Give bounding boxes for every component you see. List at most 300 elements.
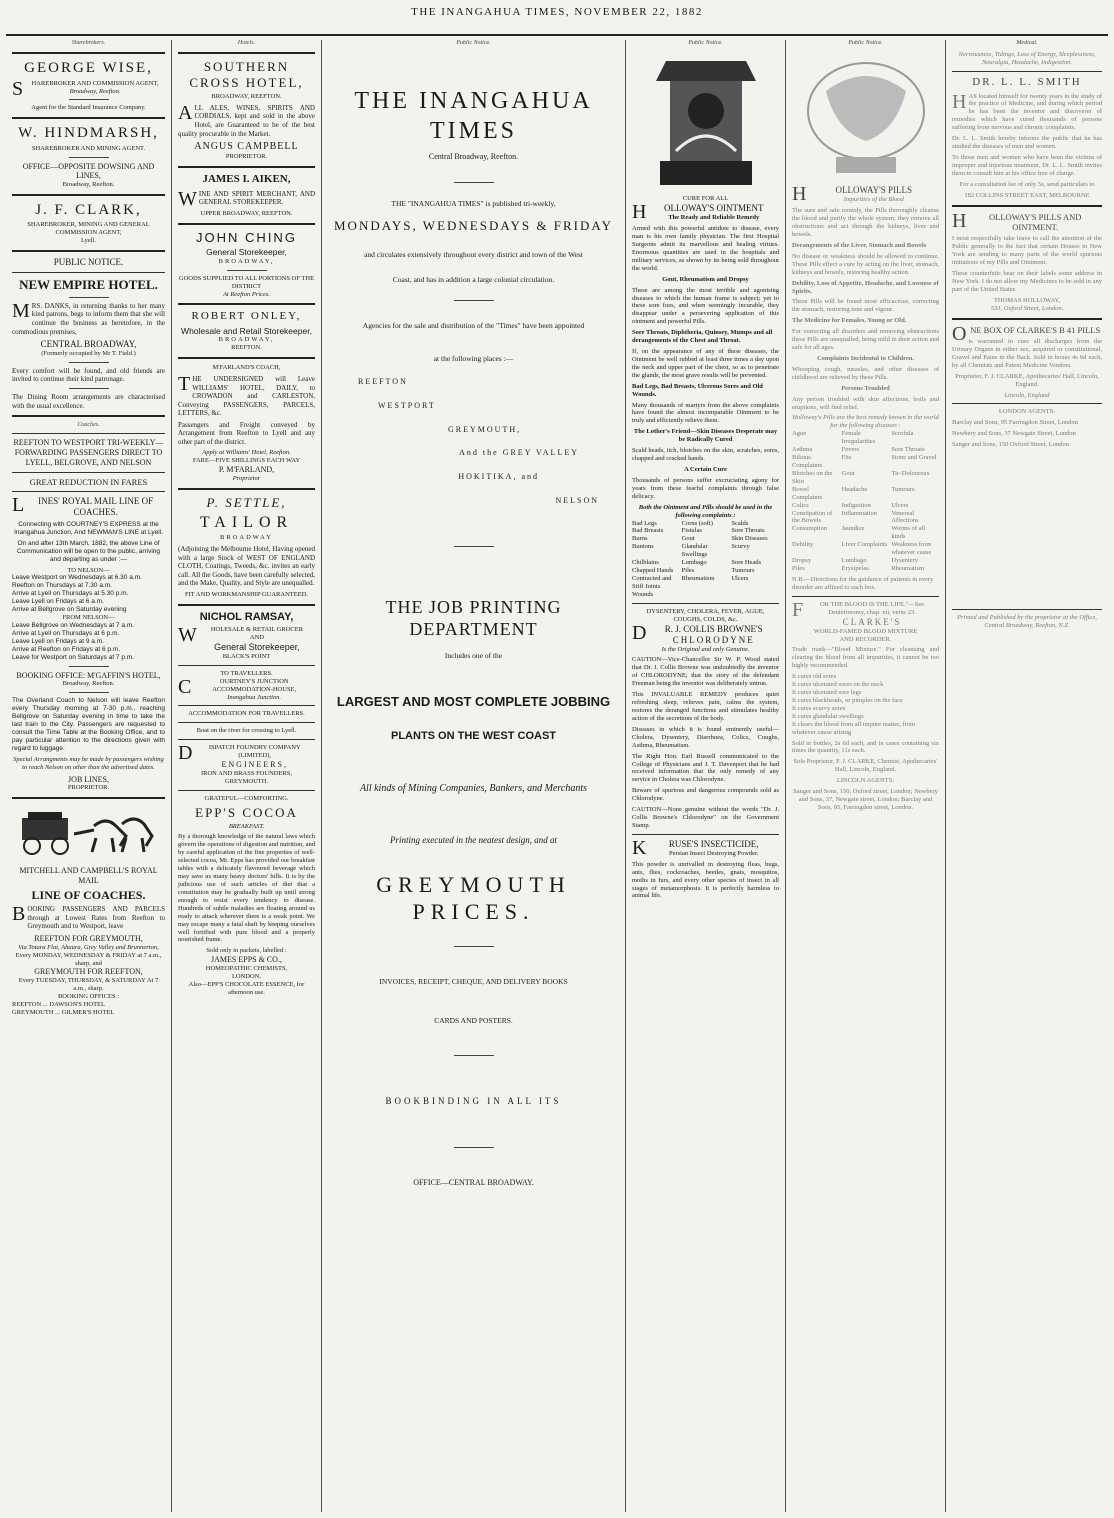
london-agents: LONDON AGENTS:	[998, 408, 1056, 416]
masthead: THE INANGAHUA TIMES, NOVEMBER 22, 1882	[411, 6, 703, 18]
trade-body: Trade mark—"Blood Mixture." For cleansing and clearing the blood from all impurities, it cannot be too highly recommended.	[792, 646, 939, 670]
paper-title: THE INANGAHUA TIMES	[354, 88, 593, 144]
tri-weekly: REEFTON TO WESTPORT TRI-WEEKLY—FORWARDING PASSENGERS DIRECT TO LYELL, BELGROVE, AND NELSON	[13, 438, 164, 467]
column-header: Hotels.	[237, 40, 256, 46]
line-of-coaches: LINE OF COACHES.	[31, 887, 146, 902]
timetable-line: Leave Lyell on Fridays at 9 a.m.	[12, 637, 104, 645]
nichol-ramsay: NICHOL RAMSAY,	[199, 610, 294, 623]
angus-proprietor: PROPRIETOR.	[225, 153, 268, 161]
hotel-body: MRS. DANKS, in returning thanks to her many kind patrons, begs to inform them that she will continue the business as heretofore, in the commodious premises,	[12, 299, 165, 336]
disease: Rheumatism	[891, 565, 925, 572]
disease: Tic-Doloureux	[891, 469, 930, 477]
kruse-insecticide: KRUSE'S INSECTICIDE,	[632, 836, 759, 859]
onley-title: Wholesale and Retail Storekeeper,	[181, 325, 312, 336]
southern-cross-hotel: SOUTHERN CROSS HOTEL,	[189, 59, 304, 91]
genuine: Is the Original and only Genuine.	[661, 645, 750, 653]
complaint: Bunions	[632, 543, 654, 551]
aiken-name: JAMES I. AIKEN,	[202, 173, 291, 186]
disease: Dropsy	[792, 557, 812, 565]
greymouth-for-reefton: GREYMOUTH FOR REEFTON,	[34, 967, 143, 977]
disease: Weakness from whatever cause	[891, 541, 932, 557]
from-nelson: FROM NELSON—	[62, 614, 115, 622]
complaint: Piles	[681, 567, 695, 575]
divider	[454, 546, 494, 547]
divider	[12, 433, 165, 434]
mcfarlands-body: THE UNDERSIGNED will Leave WILLIAMS' HOTEL, DAILY, to CROWADON and CARLESTON, Conveying PASSENGERS, PARCELS, LETTERS, &c.	[178, 373, 315, 418]
timetable-line: Arrive at Bellgrove on Saturday evening	[12, 606, 127, 614]
disease: Ague	[792, 430, 807, 438]
sold-in: Sold in bottles, 2s 6d each, and in cases containing six times the quantity, 11s each.	[792, 739, 939, 755]
invaluable: This INVALUABLE REMEDY produces quiet refreshing sleep, relieves pain, calms the system, restores the deranged functions and stimulates healthy action of the secretions of the body.	[632, 691, 779, 722]
divider	[792, 596, 939, 597]
gout-body: These are among the most terrible and agonising diseases to which the human frame is subject; yet to these sore foes, and when seemingly incurable, they disappear under a persevering application of this ointment and powerful Pills.	[632, 286, 779, 326]
ramsay-title: WHOLESALE & RETAIL GROCER	[178, 624, 304, 647]
public-notice-heading: PUBLIC NOTICE.	[53, 257, 124, 268]
timetable-line: Arrive at Lyell on Thursdays at 6 p.m.	[12, 629, 120, 637]
both-ointment-pills: Both the Ointment and Pills should be used in the following complaints :	[638, 503, 773, 519]
timetable-line: Arrive at Reefton on Fridays at 6 p.m.	[12, 645, 121, 653]
persons-heading: Persons Troubled	[841, 384, 890, 392]
divider	[178, 705, 315, 706]
complaint: Corns (soft)	[681, 519, 713, 527]
divider	[12, 52, 165, 54]
divider	[178, 303, 315, 305]
disease: Liver Complaints	[841, 541, 888, 549]
children-heading: Complaints Incidental to Children.	[816, 354, 915, 362]
circulates: and circulates extensively throughout every district and town of the West	[364, 249, 583, 259]
hindmarsh-name: W. HINDMARSH,	[18, 125, 159, 142]
ching-title: General Storekeeper,	[206, 247, 287, 258]
angus-campbell: ANGUS CAMPBELL	[194, 141, 299, 153]
pills-list-intro: Holloway's Pills are the best remedy known in the world for the following diseases :	[792, 414, 939, 430]
ching-goods: GOODS SUPPLIED TO ALL PORTIONS OF THE DISTRICT	[178, 274, 315, 290]
smith-body: HAS located himself for twenty years in the study of the practice of Medicine, and during which period he has been the inventor and discoverer of remedies which have cured thousands of persons suffering from nervous and chronic complaints.	[952, 90, 1102, 132]
divider	[952, 205, 1102, 207]
wise-address: Broadway, Reefton.	[69, 87, 121, 95]
mcfarlands-apply: Apply at Williams' Hotel, Reefton.	[202, 449, 291, 457]
job-lines: JOB LINES,	[68, 774, 109, 784]
on-and-after: On and after 13th March, 1882, the above Line of Communication will be open to the public, arriving and departing as under :—	[16, 539, 161, 563]
divider	[12, 194, 165, 196]
bookbinding: BOOKBINDING IN ALL ITS	[385, 1096, 562, 1107]
clark-title: SHAREBROKER, MINING AND GENERAL COMMISSION AGENT,	[27, 221, 150, 237]
mcfarlands-coach: M'FARLAND'S COACH,	[212, 364, 281, 372]
complaint: Burns	[632, 535, 648, 543]
complaint: Glandular Swellings	[681, 543, 708, 559]
printed-published: Printed and Published by the proprietor at the Office, Central Broadway, Reefton, N.Z.	[957, 614, 1097, 630]
divider	[454, 300, 494, 301]
cure-item: It clears the blood from all impure matter, from whatever cause arising	[792, 720, 916, 736]
divider	[69, 692, 109, 693]
divider	[12, 272, 165, 273]
special-arrangements: Special Arrangments may be made by passengers wishing to reach Nelson on other than the advertised dates.	[13, 755, 164, 771]
reefton-for-greymouth: REEFTON FOR GREYMOUTH,	[34, 933, 143, 943]
blood-mixture: WORLD-FAMED BLOOD MIXTURE	[813, 627, 918, 635]
courtneys: COURTNEY'S JUNCTION ACCOMMODATION-HOUSE,	[178, 675, 297, 698]
wise-title: SHAREBROKER AND COMMISSION AGENT,	[12, 77, 159, 100]
onley-address: BROADWAY,	[218, 336, 275, 344]
ching-address: BROADWAY,	[218, 257, 275, 265]
lines-royal-mail: LINES' ROYAL MAIL LINE OF COACHES.	[12, 493, 154, 517]
complaint: Fistulas	[681, 527, 702, 535]
place: HOKITIKA, and	[458, 472, 539, 482]
one-box-body: is warranted to cure all discharges from the Urinary Organs in either sex, acquired or constitutional, Gravel and Pains in the Back. Sold in boxes 4s 6d each, by all Chemists and Patent Medicine Vendors.	[952, 338, 1102, 369]
column-4	[625, 40, 785, 1512]
printing-executed: Printing executed in the neatest design, and at	[390, 835, 557, 846]
section-header: Coaches.	[77, 422, 100, 429]
lincoln-england: Lincoln, England	[1004, 391, 1050, 399]
scald-body: Scald heads, itch, blotches on the skin, scratches, sores, chapped and cracked hands.	[632, 447, 779, 463]
great-reduction: GREAT REDUCTION IN FARES	[29, 476, 148, 487]
settle-body: (Adjoining the Melbourne Hotel, Having opened with a large Stock of WEST OF ENGLAND CLOTH, Coatings, Tweeds, &c. invites an early call. All the Goods, have been carefully selected, and the Make, Quality, and Style are unequalled.	[178, 545, 315, 588]
disease: Headache	[841, 485, 868, 493]
cure-item: It cures ulcerated sores on the neck	[792, 681, 884, 689]
timetable-line: Leave for Westport on Saturdays at 7 p.m.	[12, 653, 134, 661]
booking-office-greymouth: GREYMOUTH ... GILMER'S HOTEL	[12, 1008, 115, 1016]
cure-item: It cures old sores	[792, 673, 837, 681]
coast-circulation: Coast, and has in addition a large colonial circulation.	[392, 274, 555, 284]
agents-body: Sanger and Sons, 150, Oxford street, London; Newbery and Sons, 37, Newgate street, London; Barclay and Sons, 95, Farringdon street, London.	[793, 788, 938, 812]
agency-places	[328, 377, 619, 506]
holloway-warning: I most respectfully take leave to call the attention of the Public generally to the fact that certain Houses in New York are sending to many parts of the world spurious imitations of my Pills and Ointment.	[952, 235, 1102, 267]
blood-is-life: FOR THE BLOOD IS THE LIFE."—See Deuteronomy, chap. xii, verse 23.	[792, 598, 925, 621]
published-notice: THE "INANGAHUA TIMES" is published tri-weekly,	[391, 198, 556, 208]
clark-name: J. F. CLARK,	[35, 202, 142, 219]
holloway-address: 533, Oxford Street, London.	[990, 304, 1064, 312]
bad-legs-heading: Bad Legs, Bad Breasts, Ulcerous Sores and Old Wounds.	[632, 382, 763, 398]
disease: Worms of all kinds	[891, 525, 926, 541]
complaint: Rheumatism	[681, 575, 715, 582]
pills-body: The sure and safe remedy, the Pills thoroughly cleanse the blood and purify the whole system; they remove all obstructions and act through the kidneys, liver and bowels.	[792, 207, 939, 238]
job-lines-proprietor: PROPRIETOR.	[67, 784, 110, 792]
sore-throats-body: If, on the appearance of any of these diseases, the Ointment be well rubbed at least three times a day upon the neck and upper part of the chest, so as to penetrate the glands, the most grave results will be prevented.	[632, 348, 779, 379]
disease: Fits	[841, 454, 852, 462]
divider	[69, 388, 109, 389]
debility-body: These Pills will be found most efficacious, correcting the stomach, restoring tone and vigour.	[792, 298, 939, 314]
southern-cross-body: ALL ALES, WINES, SPIRITS AND CORDIALS, kept and sold in the above Hotel, are Guaranteed to be of the best quality procurable in the Market.	[178, 101, 315, 138]
divider	[12, 472, 165, 473]
dysentery: DYSENTERY, CHOLERA, FEVER, AGUE, COUGHS, COLDS, &c.	[646, 607, 765, 623]
divider	[69, 362, 109, 363]
kruse-body: This powder is unrivalled in destroying fleas, bugs, ants, flies, cockroaches, beetles, gnats, mosquitos, moths in furs, and every other species of insect in all stages of metamorphosis. It is perfectly harmless to animal life.	[632, 860, 779, 900]
persons-body: Any person troubled with skin affections, boils and eruptions, will find relief.	[792, 395, 939, 411]
timetable-line: Leave Westport on Wednesdays at 6.30 a.m.	[12, 574, 142, 582]
epps-sold: Sold only in packets, labelled :	[206, 947, 287, 955]
divider	[12, 250, 165, 252]
divider	[178, 488, 315, 490]
agent: Sanger and Sons, 150 Oxford Street, London	[952, 441, 1069, 449]
divider	[12, 415, 165, 417]
divider	[178, 166, 315, 168]
largest-jobbing: LARGEST AND MOST COMPLETE JOBBING	[336, 693, 611, 709]
engineers: ENGINEERS,	[221, 760, 288, 770]
derangements-body: No disease or weakness should be allowed to continue. These Pills effect a cure by acting on the liver, stomach, kidneys and bowels, restoring healthy action.	[792, 252, 939, 276]
divider	[178, 790, 315, 791]
column-5	[785, 40, 945, 1512]
epps-chemists: HOMEOPATHIC CHEMISTS,	[205, 965, 288, 973]
southern-cross-address: BROADWAY, REEFTON.	[211, 93, 282, 101]
disease: Constipation of the Bowels	[792, 509, 833, 525]
pill-diseases-list	[792, 430, 939, 573]
complaint: Scurvy	[731, 543, 750, 551]
complaint: Skin Diseases	[731, 535, 768, 543]
disease: Blotches on the Skin	[792, 469, 833, 485]
john-ching: JOHN CHING	[196, 229, 297, 245]
thomas-holloway: THOMAS HOLLOWAY,	[993, 296, 1061, 304]
includes: Includes one of the	[444, 650, 503, 660]
smith-consult: For a consultation fee of only 5s, send particulars to	[959, 180, 1095, 188]
divider	[952, 71, 1102, 72]
disease: Inflammation	[841, 509, 878, 517]
wise-agent: Agent for the Standard Insurance Company.	[31, 104, 146, 112]
epps-name: JAMES EPPS & CO.,	[211, 955, 282, 965]
divider	[178, 223, 315, 225]
divider	[178, 722, 315, 723]
nelson-times	[12, 574, 165, 614]
bad-legs-body: Many thousands of martyrs from the above complaints have found the almost incomparable Ointment to be truly and efficiently relieve them.	[632, 401, 779, 425]
lincoln-agents: LINCOLN AGENTS:	[836, 777, 895, 785]
disease: Fevers	[841, 446, 859, 454]
complaint: Scalds	[731, 519, 749, 527]
children-body: Whooping cough, measles, and other diseases of childhood are relieved by these Pills.	[792, 365, 939, 381]
booking-address: Broadway, Reefton.	[62, 680, 115, 688]
place: GREYMOUTH,	[448, 424, 522, 434]
tailor-heading: TAILOR	[199, 513, 294, 531]
sore-throats-heading: Sore Throats, Diphtheria, Quinsey, Mumps and all derangements of the Chest and Throat.	[632, 329, 773, 345]
complaint: Lumbago	[681, 559, 707, 567]
ready-body: Armed with this powerful antidote to disease, every man is his own family physician. The first Hospital Surgeons admit its marvellous and healing virtues. Enormous quantities are used in the hospitals and military services, as shown by its being sold throughout the world.	[632, 225, 779, 272]
beware: Beware of spurious and dangerous compounds sold as Chlorodyne.	[632, 787, 779, 803]
column-6	[945, 40, 1108, 1512]
column-2	[171, 40, 321, 1512]
aiken-address: UPPER BROADWAY, REEFTON.	[200, 209, 293, 217]
column-header: Public Notice.	[688, 40, 723, 46]
divider	[69, 666, 109, 667]
complaint: Gout	[681, 535, 695, 543]
complaint: Sore Throats	[731, 527, 765, 535]
debility-heading: Debility, Loss of Appetite, Headache, and Lowness of Spirits.	[792, 279, 939, 295]
divider	[178, 52, 315, 54]
divider	[69, 157, 109, 158]
hindmarsh-address: Broadway, Reefton.	[62, 181, 115, 189]
courtneys-address: Inangahua Junction.	[227, 693, 282, 701]
agent: Newbery and Sons, 37 Newgate Street, London	[952, 430, 1076, 438]
place: And the GREY VALLEY	[459, 448, 579, 458]
hotel-comfort: Every comfort will be found, and old friends are invited to continue their kind patronage.	[12, 366, 165, 384]
grateful: GRATEFUL—COMFORTING.	[204, 794, 289, 802]
overland-coach: The Overland Coach to Nelson will leave Reefton every Thursday morning at 7-30 p.m., reaching Bellgrove on Saturday evening in time to take the last train to the City. Passengers are requested to consult the Time Table at the Booking Office, and to pay particular attention to the directions given with regard to luggage.	[12, 697, 165, 752]
nb-directions: N.B.—Directions for the guidance of patients in every disorder are affixed to each box.	[792, 575, 934, 591]
hotel-name: NEW EMPIRE HOTEL.	[19, 277, 158, 293]
disease: Sore Throats	[891, 446, 925, 454]
disease: Colics	[792, 501, 809, 509]
boat-notice: Boat on the river for crossing to Lyell.	[196, 727, 297, 735]
divider	[454, 1147, 494, 1148]
place: REEFTON	[358, 377, 408, 387]
paper-address: Central Broadway, Reefton.	[428, 151, 519, 161]
derangements-heading: Derangements of the Liver, Stomach and Bowels	[792, 241, 927, 249]
certain-body: Thousands of persons suffer excruciating agony for years from these fearful complaints through false delicacy.	[632, 476, 779, 500]
all-kinds: All kinds of Mining Companies, Bankers, and Merchants	[359, 782, 588, 794]
disease: Dysentery	[891, 557, 919, 565]
booking-passengers: BOOKING PASSENGERS AND PARCELS through at Lowest Rates from Reefton to Greymouth and to Westport, leave	[12, 903, 165, 931]
complaint: Bad Legs	[632, 519, 657, 527]
agencies: Agencies for the sale and distribution of the "Times" have been appointed	[362, 320, 585, 330]
booking-office-reefton: REEFTON ... DAWSON'S HOTEL	[12, 1000, 105, 1008]
cure-item: It cures ulcerated sore legs	[792, 689, 862, 697]
column-header: Public Notice.	[848, 40, 883, 46]
caution-2: CAUTION—None genuine without the words "Dr. J. Collis Browne's Chlorodyne" on the Government Stamp.	[632, 806, 779, 829]
hotel-dining: The Dining Room arrangements are characterised with the usual excellence.	[12, 392, 165, 410]
timetable-line: Leave Bellgrove on Wednesdays at 7 a.m.	[12, 621, 135, 629]
disease: Ulcers	[891, 501, 909, 509]
ching-prices: At Reefton Prices.	[222, 290, 271, 298]
earl-russell: The Right Hon. Earl Russell communicated to the College of Physicians and J. T. Davenport that he had received information that the only remedy of any service in Cholera was Chlorodyne.	[632, 752, 779, 784]
cures-list	[792, 673, 939, 736]
via-route: Via Totara Flat, Ahaura, Grey Valley and Brunnerton,	[18, 943, 159, 951]
divider	[178, 604, 315, 606]
holloway-pills-ointment: HOLLOWAY'S PILLS AND OINTMENT.	[952, 209, 1082, 232]
wise-name: GEORGE WISE,	[24, 60, 153, 77]
divider	[178, 357, 315, 359]
plants-west-coast: PLANTS ON THE WEST COAST	[391, 729, 556, 742]
timetable-line: Leave Lyell on Fridays at 6 a.m.	[12, 598, 104, 606]
disease: Gout	[841, 469, 855, 477]
disease: Lumbago	[841, 557, 867, 565]
divider	[454, 182, 494, 183]
holloway-warning-2: These counterfeits bear on their labels some address in New York. I do not allow my Medicines to be sold in any part of the United States.	[952, 270, 1102, 293]
agent: Barclay and Sons, 95 Farringdon Street, London	[952, 419, 1079, 427]
disease: Consumption	[792, 525, 828, 533]
epps-also: Also—EPP'S CHOCOLATE ESSENCE, for afternoon use.	[188, 980, 305, 996]
iron-brass: IRON AND BRASS FOUNDERS,	[200, 769, 293, 777]
hindmarsh-office: OFFICE—OPPOSITE DOWSING AND LINES,	[22, 161, 155, 181]
divider	[454, 1055, 494, 1056]
onley-town: REEFTON.	[231, 344, 262, 352]
divider	[632, 603, 779, 604]
divider	[69, 297, 109, 298]
column-1	[6, 40, 171, 1512]
collis-browne: DR. J. COLLIS BROWNE'S	[632, 621, 763, 644]
divider	[178, 665, 315, 666]
disease: Jaundice	[841, 525, 865, 533]
top-rule	[6, 34, 1108, 36]
place: NELSON	[555, 495, 599, 505]
kruse-sub: Persian Insect Destroying Powder.	[668, 849, 759, 857]
ramsay-and: AND	[249, 633, 264, 641]
disease: Piles	[792, 565, 805, 572]
timetable-line: Reefton on Thursdays at 7.30 a.m.	[12, 582, 112, 590]
divider	[632, 834, 779, 835]
females-heading: The Medicine for Females, Young or Old.	[792, 317, 907, 325]
divider	[952, 609, 1102, 610]
complaint: Chapped Hands	[632, 567, 674, 575]
following-places: at the following places :—	[433, 354, 514, 364]
clarke-proprietor-2: Proprietor, F. J. CLARKE, Apothecaries' Hall, Lincoln, England.	[955, 372, 1099, 388]
hotel-former: (Formerly occupied by Mr T. Field.)	[41, 350, 136, 357]
from-nelson-times	[12, 622, 165, 662]
accommodation: ACCOMMODATION FOR TRAVELLERS.	[188, 710, 305, 718]
clarkes: CLARKE'S	[842, 616, 902, 627]
cure-item: It cures blackheads, or pimples on the face	[792, 696, 903, 704]
disease: Bilious Complaints	[792, 454, 822, 470]
cure-for-all: CURE FOR ALL	[682, 195, 729, 203]
smith-body-2: Dr. L. L. Smith hereby informs the public that he has studied the diseases of men and women.	[952, 135, 1102, 151]
impurities: Impurities of the Blood	[843, 196, 904, 204]
females-body: For correcting all disorders and removing obstructions these Pills are unequalled, being mild in their action and safe for all ages.	[792, 328, 939, 352]
divider	[952, 318, 1102, 320]
epps-body: By a thorough knowledge of the natural laws which govern the operations of digestion and nutrition, and by careful application of the fine properties of well-selected cocoa, Mr. Epps has provided our breakfast tables with a delicately flavoured beverage which may save us many heavy doctors' bills. It is by the judicious use of such articles of diet that a constitution may be gradually built up until strong enough to resist every tendency to disease. Hundreds of subtle maladies are floating around us ready to attack wherever there is a weak point. We may escape many a fatal shaft by keeping ourselves well fortified with pure blood and a properly nourished frame.	[178, 833, 315, 944]
disease: Asthma	[792, 446, 813, 454]
cards-posters: CARDS AND POSTERS.	[434, 1015, 513, 1025]
disease: Tumours	[891, 485, 915, 493]
complaint: Ulcers	[731, 575, 749, 582]
complaints-list	[632, 520, 779, 599]
settle-fit: FIT AND WORKMANSHIP GUARANTEED.	[184, 590, 309, 598]
holloway-pills: HOLLOWAY'S PILLS	[792, 183, 912, 206]
aiken-body: WINE AND SPIRIT MERCHANT, AND GENERAL STOREKEEPER.	[178, 187, 315, 210]
robert-onley: ROBERT ONLEY,	[191, 310, 302, 323]
hindmarsh-title: SHAREBROKER AND MINING AGENT.	[31, 144, 146, 152]
column-header: Sharebrokers.	[71, 40, 106, 46]
ramsay-address: BLACK'S POINT	[222, 652, 271, 660]
clark-address: Lyell.	[81, 237, 96, 245]
settle-address: BROADWAY	[220, 534, 273, 542]
breakfast: BREAKFAST.	[228, 822, 265, 830]
caution: CAUTION—Vice-Chancellor Sir W. P. Wood stated that Dr. J. Collis Browne was undoubtedly the inventor of CHLORODYNE; that the story of the defendant Freeman being the inventor was deliberately untrue.	[632, 656, 779, 688]
disease: Erysipelas	[841, 565, 869, 572]
smith-address: 182 COLLINS STREET EAST, MELBOURNE	[964, 191, 1090, 199]
ramsay-general: General Storekeeper,	[214, 641, 300, 652]
disease: Venereal Affections	[891, 509, 919, 525]
booking-offices: BOOKING OFFICES :	[57, 993, 120, 1001]
divider	[12, 797, 165, 799]
invoices: INVOICES, RECEIPT, CHEQUE, AND DELIVERY BOOKS	[379, 976, 568, 986]
cure-item: It cures scurvy sores	[792, 704, 846, 712]
to-nelson: TO NELSON—	[67, 566, 110, 574]
disease: Indigestion	[841, 501, 871, 509]
medical-intro: Nervousness, Tidings, Loss of Energy, Sleeplessness, Neuralgia, Headache, Indigestion.	[958, 51, 1096, 67]
complaint: Tumours	[731, 567, 755, 575]
complaint: Contracted and Stiff Joints	[632, 575, 672, 590]
place: WESTPORT	[378, 400, 436, 410]
divider	[227, 270, 267, 271]
stagecoach-illustration-icon	[14, 804, 164, 862]
office-address: OFFICE—CENTRAL BROADWAY.	[413, 1178, 534, 1188]
lines-body: Connecting with COURTNEY'S EXPRESS at the Inangahua Junction, And NEWMAN'S LINE at Lyell.	[14, 520, 163, 536]
settle-name: P. SETTLE,	[206, 494, 287, 510]
divider	[12, 117, 165, 119]
dispatch-foundry: DISPATCH FOUNDRY COMPANY (LIMITED),	[178, 742, 301, 765]
mitchell-campbell: MITCHELL AND CAMPBELL'S ROYAL MAIL	[19, 866, 158, 885]
trade-mark: AND RECORDER.	[839, 635, 892, 643]
publication-days: MONDAYS, WEDNESDAYS & FRIDAY	[334, 217, 613, 233]
smith-body-3: To those men and women who have been the victims of improper and injurious treatment, Dr. L. L. Smith invites them to consult him at his office free of charge.	[952, 154, 1102, 177]
holloway-trademark-illustration-icon	[636, 51, 776, 191]
complaint: Sore Heads	[731, 559, 762, 567]
disease: Bowel Complaints	[792, 485, 822, 501]
holloway-pills-illustration-icon	[796, 51, 936, 181]
complaint: Wounds	[632, 590, 654, 598]
divider	[952, 403, 1102, 404]
column-header: Medical.	[1016, 40, 1038, 46]
divider	[454, 946, 494, 947]
agent-list	[952, 419, 1102, 449]
complaint: Chilblains	[632, 559, 659, 567]
holloway-ointment: HOLLOWAY'S OINTMENT	[632, 201, 764, 224]
disease: Stone and Gravel	[891, 454, 937, 462]
mcfarlands-fare: FARE—FIVE SHILLINGS EACH WAY	[192, 457, 301, 465]
